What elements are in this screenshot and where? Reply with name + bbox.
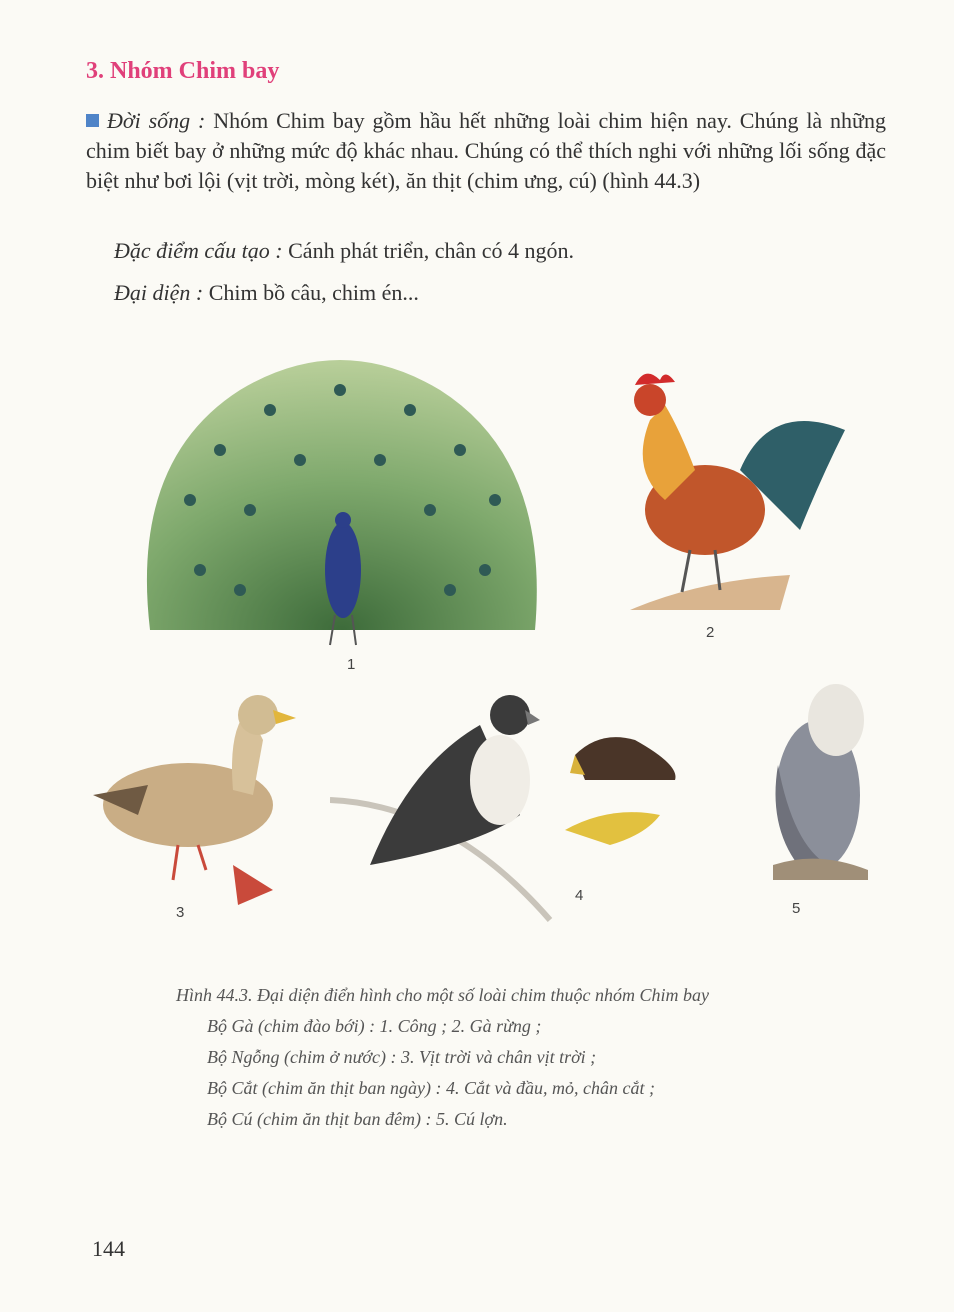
figure-number-2: 2 [706, 624, 715, 641]
figure-number-4: 4 [575, 887, 584, 904]
figure-number-5: 5 [792, 900, 801, 917]
owl-illustration [758, 665, 873, 880]
representative-label: Đại diện : [114, 280, 204, 305]
figure-number-1: 1 [347, 656, 356, 673]
structure-label: Đặc điểm cấu tạo : [114, 238, 283, 263]
life-text: Nhóm Chim bay gồm hầu hết những loài chim hiện nay. Chúng là những chim biết bay ở những mức độ khác nhau. Chúng có thể thích nghi với những lối sống đặc biệt như bơi lội (vịt trời, mòng két), ăn thịt (chim ưng, cú) (hình 44.3) [86, 108, 886, 193]
section-heading: 3. Nhóm Chim bay [86, 58, 280, 84]
rooster-illustration [620, 360, 860, 615]
peacock-illustration [130, 340, 550, 650]
caption-line: Bộ Cắt (chim ăn thịt ban ngày) : 4. Cắt và đầu, mỏ, chân cắt ; [207, 1078, 655, 1098]
structure-line [114, 238, 574, 264]
life-paragraph [86, 106, 886, 196]
caption-line: Bộ Gà (chim đào bới) : 1. Công ; 2. Gà rừng ; [207, 1016, 542, 1036]
representative-line [114, 280, 419, 306]
figure-number-3: 3 [176, 904, 185, 921]
caption-line: Bộ Cú (chim ăn thịt ban đêm) : 5. Cú lợn. [207, 1109, 508, 1129]
caption-line: Bộ Ngỗng (chim ở nước) : 3. Vịt trời và chân vịt trời ; [207, 1047, 597, 1067]
duck-illustration [88, 690, 298, 910]
square-bullet-icon [86, 114, 99, 127]
life-label: Đời sống : [107, 108, 206, 133]
falcon-illustration [330, 695, 700, 925]
representative-text: Chim bồ câu, chim én... [203, 280, 419, 305]
figure-caption [176, 980, 836, 1135]
page-number: 144 [92, 1236, 125, 1261]
caption-title: Hình 44.3. Đại diện điển hình cho một số loài chim thuộc nhóm Chim bay [176, 985, 709, 1005]
structure-text: Cánh phát triển, chân có 4 ngón. [282, 238, 575, 263]
